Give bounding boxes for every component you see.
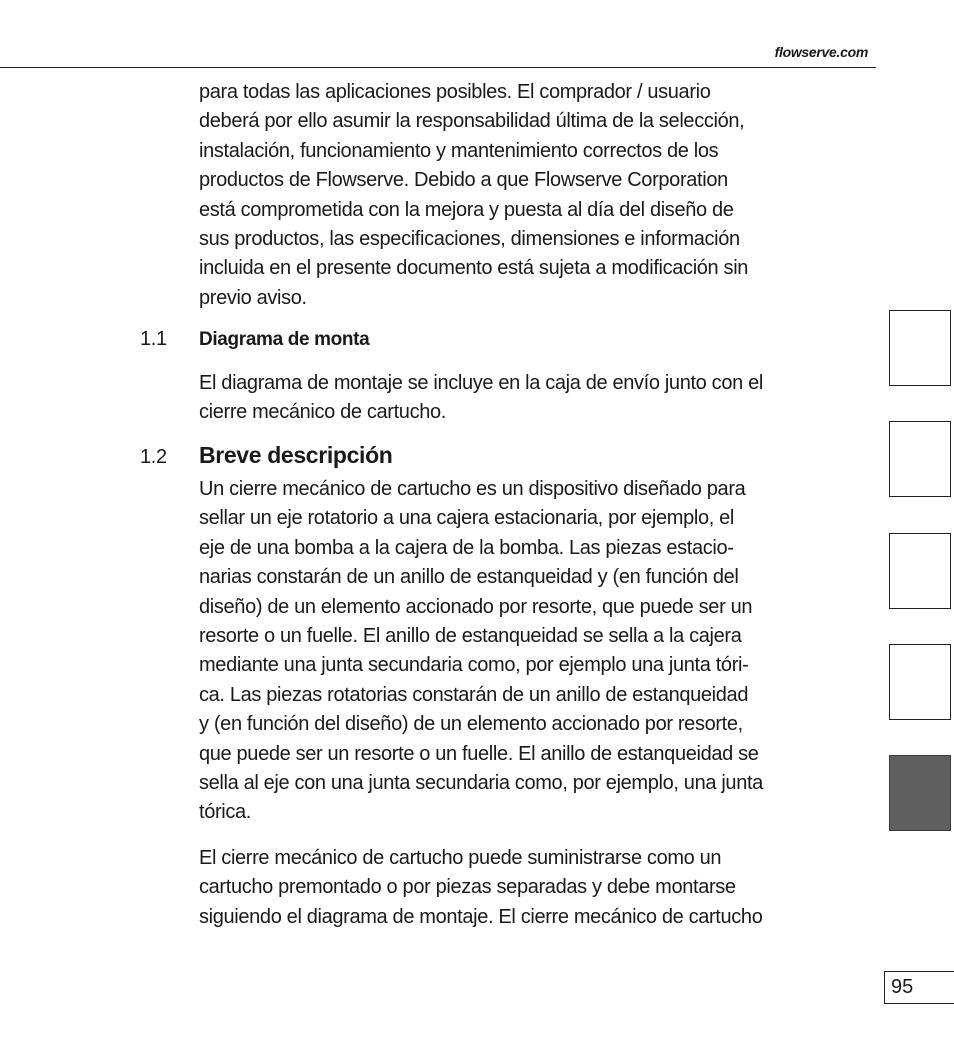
- header-url: flowserve.com: [774, 44, 868, 60]
- section-1-2-paragraph-1: Un cierre mecánico de cartucho es un dispositivo diseñado para sellar un eje rotatorio a una cajera estacionaria, por ejemplo, el eje de una bomba a la cajera de la bomba. Las piezas estacio- narias constarán de un anillo de estanqueidad y (en función del diseño) de un elemento accionado por resorte, que puede ser un resorte o un fuelle. El anillo de estanqueidad se sella a la cajera mediante una junta secundaria como, por ejemplo una junta tóri- ca. Las piezas rotatorias constarán de un anillo de estanqueidad y (en función del diseño) de un elemento accionado por resorte, que puede ser un resorte o un fuelle. El anillo de estanqueidad se sella al eje con una junta secundaria como, por ejemplo, una junta tórica.: [199, 477, 763, 824]
- side-tab-1[interactable]: [889, 310, 951, 386]
- side-tab-2[interactable]: [889, 421, 951, 497]
- section-heading-1-1: [140, 325, 875, 354]
- section-number: 1.2: [140, 446, 167, 469]
- side-tab-4[interactable]: [889, 644, 951, 720]
- header-divider: [0, 67, 876, 68]
- section-number: 1.1: [140, 328, 167, 351]
- section-title: Diagrama de monta: [199, 329, 370, 351]
- page-number: 95: [884, 971, 954, 1004]
- side-tab-3[interactable]: [889, 533, 951, 609]
- side-tab-5-active[interactable]: [889, 755, 951, 831]
- intro-paragraph: para todas las aplicaciones posibles. El comprador / usuario deberá por ello asumir la responsabilidad última de la selección, instalación, funcionamiento y mantenimiento correctos de los productos de Flowserve. Debido a que Flowserve Corporation está comprometida con la mejora y puesta al día del diseño de sus productos, las especificaciones, dimensiones e información incluida en el presente documento está sujeta a modificación sin previo aviso.: [199, 81, 749, 309]
- page-content: [140, 78, 875, 932]
- section-heading-1-2: [140, 441, 875, 472]
- section-1-2-paragraph-2: El cierre mecánico de cartucho puede suministrarse como un cartucho premontado o por piezas separadas y debe montarse siguiendo el diagrama de montaje. El cierre mecánico de cartucho: [199, 846, 763, 928]
- section-title: Breve descripción: [199, 442, 393, 469]
- section-1-1-text: El diagrama de montaje se incluye en la caja de envío junto con el cierre mecánico de cartucho.: [199, 371, 763, 424]
